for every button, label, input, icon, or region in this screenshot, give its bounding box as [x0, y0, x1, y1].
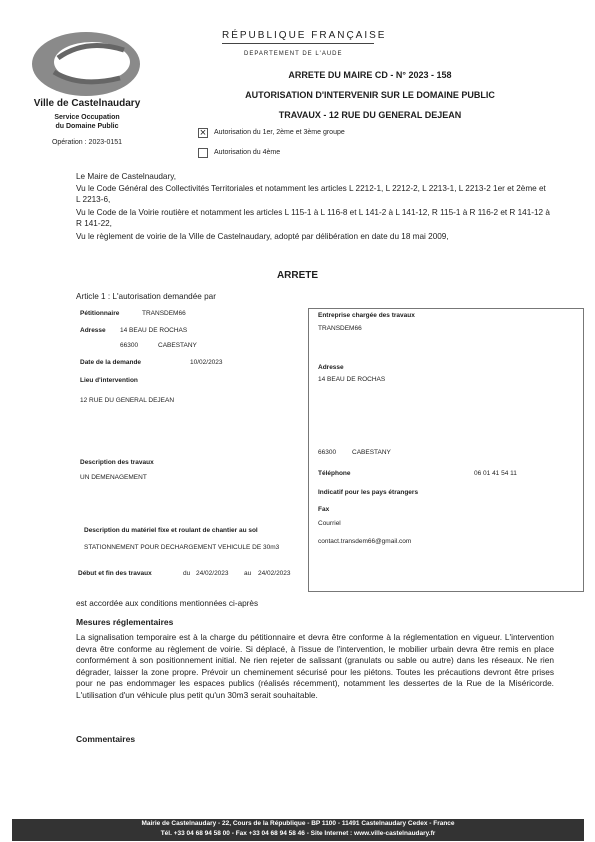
- lieu-intervention-label: Lieu d'intervention: [80, 377, 138, 384]
- petitionnaire-cp: 66300: [120, 342, 139, 349]
- petitionnaire-label: Pétitionnaire: [80, 310, 120, 317]
- lieu-intervention-value: 12 RUE DU GENERAL DEJEAN: [80, 397, 175, 404]
- preamble-cgct: Vu le Code Général des Collectivités Territoriales et notamment les articles L 2212-1, L 2212-2, L 2213-1, L 2213-2 1er et 2ème et L 2213-6,: [76, 184, 546, 204]
- entreprise-ville: CABESTANY: [352, 449, 391, 456]
- arrete-heading: ARRETE: [276, 270, 319, 281]
- courriel-label: Courriel: [318, 520, 341, 527]
- description-travaux-value: UN DEMENAGEMENT: [80, 474, 147, 481]
- town-name: Ville de Castelnaudary: [33, 98, 141, 109]
- entreprise-cp: 66300: [318, 449, 337, 456]
- petitionnaire-value: TRANSDEM66: [142, 310, 186, 317]
- petitionnaire-adresse-label: Adresse: [80, 327, 106, 334]
- checkbox-groupe-1-2-3-label: Autorisation du 1er, 2ème et 3ème groupe: [214, 129, 345, 136]
- preamble-voirie: Vu le Code de la Voirie routière et notamment les articles L 115-1 à L 116-8 et L 141-2 à L 141-12, R 115-1 à R 116-2 et R 141-12 à R 141-22,: [76, 208, 550, 228]
- mesures-heading: Mesures réglementaires: [76, 617, 174, 627]
- entreprise-label: Entreprise chargée des travaux: [318, 312, 415, 319]
- authorization-title: AUTORISATION D'INTERVENIR SUR LE DOMAINE PUBLIC: [245, 90, 495, 100]
- works-title: TRAVAUX - 12 RUE DU GENERAL DEJEAN: [278, 110, 462, 120]
- entreprise-value: TRANSDEM66: [318, 325, 362, 332]
- checkbox-groupe-4-label: Autorisation du 4ème: [214, 149, 281, 156]
- courriel-value[interactable]: contact.transdem66@gmail.com: [318, 538, 412, 545]
- telephone-value: 06 01 41 54 11: [474, 470, 517, 477]
- arrete-number: ARRETE DU MAIRE CD - N° 2023 - 158: [288, 70, 452, 80]
- materiel-label: Description du matériel fixe et roulant de chantier au sol: [84, 527, 258, 534]
- periode-au: au: [244, 570, 252, 577]
- entreprise-box: [308, 308, 584, 592]
- checkbox-groupe-1-2-3[interactable]: ×: [199, 127, 207, 139]
- preamble-maire: Le Maire de Castelnaudary,: [76, 172, 176, 181]
- periode-end: 24/02/2023: [258, 570, 291, 577]
- date-demande-label: Date de la demande: [80, 359, 142, 366]
- entreprise-adresse-label: Adresse: [318, 364, 344, 371]
- date-demande-value: 10/02/2023: [190, 359, 223, 366]
- operation-number: Opération : 2023-0151: [51, 139, 123, 146]
- departement: DEPARTEMENT DE L'AUDE: [244, 51, 343, 57]
- periode-start: 24/02/2023: [196, 570, 229, 577]
- footer: [12, 819, 584, 841]
- telephone-label: Téléphone: [318, 470, 351, 477]
- commentaires-heading: Commentaires: [76, 734, 136, 744]
- mesures-text: La signalisation temporaire est à la charge du pétitionnaire et devra être conforme à la réglementation en vigueur. L'intervention devra être conforme au règlement de voirie. Si déplacé, à l'issue de l'intervention, le mobilier urbain devra être remis en place conformément à son positionnement initial. Ne rien rejeter de salissant (granulats ou sable ou autre) dans les réseaux. Ne rien dégrader, laisser la zone propre. Prévoir un cheminement sécurisé pour les piétons. Toutes les précautions devront être prises pour ne pas endommager les espaces publics (réalisés récemment), notamment les dessertes de la Rue de la Miséricorde. L'utilisation d'un véhicule plus petit qu'un 30m3 serait souhaitable.: [76, 632, 554, 700]
- footer-contact: Tél. +33 04 68 94 58 00 - Fax +33 04 68 94 58 46 - Site Internet : www.ville-castelnaudary.fr: [160, 830, 436, 837]
- entreprise-adresse: 14 BEAU DE ROCHAS: [318, 376, 386, 383]
- service-name: Service Occupation du Domaine Public: [54, 114, 120, 130]
- article-1: Article 1 : L'autorisation demandée par: [76, 292, 216, 301]
- castelnaudary-logo: [28, 28, 144, 100]
- petitionnaire-adresse: 14 BEAU DE ROCHAS: [120, 327, 188, 334]
- description-travaux-label: Description des travaux: [80, 459, 154, 466]
- periode-du: du: [183, 570, 191, 577]
- heading-divider: [222, 43, 374, 44]
- periode-label: Début et fin des travaux: [78, 570, 152, 577]
- accorde-text: est accordée aux conditions mentionnées ci-après: [76, 599, 259, 608]
- checkbox-groupe-4[interactable]: [198, 148, 208, 158]
- indicatif-label: Indicatif pour les pays étrangers: [318, 489, 419, 496]
- petitionnaire-ville: CABESTANY: [158, 342, 197, 349]
- footer-address: Mairie de Castelnaudary - 22, Cours de la République - BP 1100 - 11491 Castelnaudary Cedex - France: [141, 820, 455, 827]
- preamble-reglement: Vu le règlement de voirie de la Ville de Castelnaudary, adopté par délibération en date du 18 mai 2009,: [76, 232, 449, 241]
- fax-label: Fax: [318, 506, 330, 513]
- materiel-value: STATIONNEMENT POUR DECHARGEMENT VEHICULE DE 30m3: [84, 544, 280, 551]
- republique-heading: RÉPUBLIQUE FRANÇAISE: [222, 30, 387, 41]
